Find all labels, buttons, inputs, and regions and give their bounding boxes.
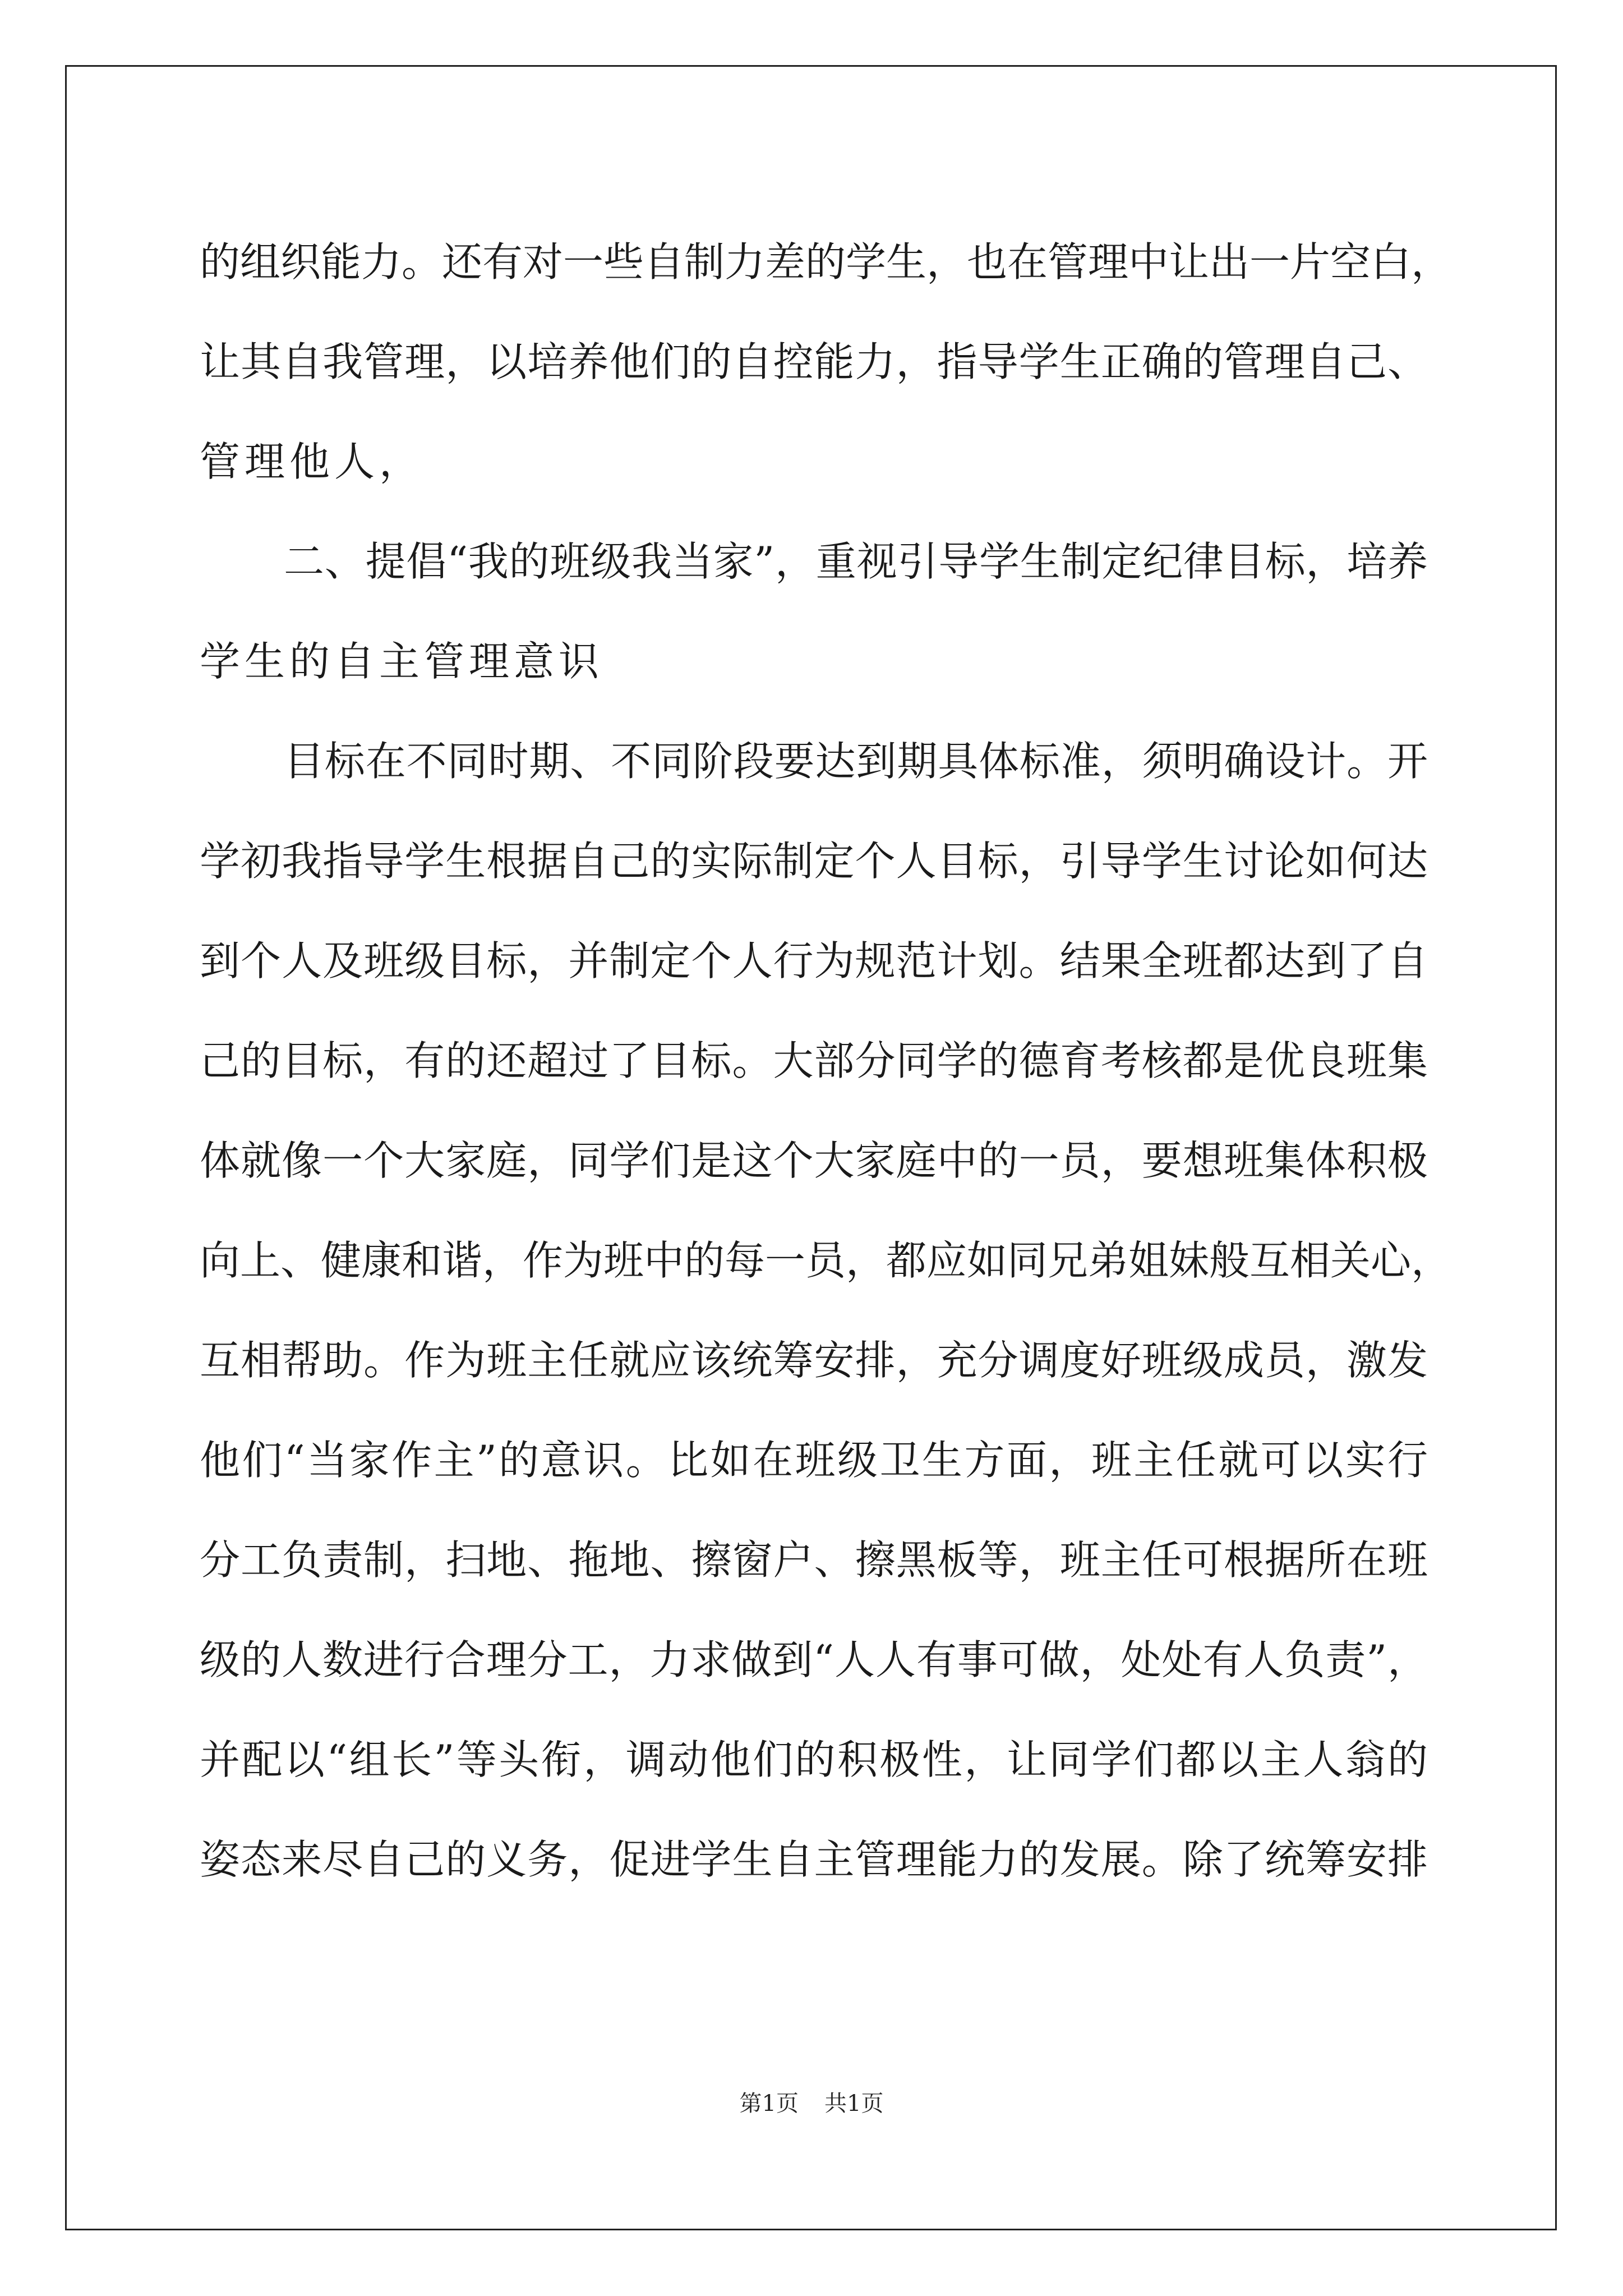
text-line: 的组织能力。还有对一些自制力差的学生，也在管理中让出一片空白， <box>200 238 1452 286</box>
page-number-total: 共1页 <box>824 2091 884 2116</box>
document-body <box>200 212 1452 1910</box>
text-line: 体就像一个大家庭，同学们是这个大家庭中的一员，要想班集体积极 <box>200 1137 1428 1184</box>
text-line: 姿态来尽自己的义务，促进学生自主管理能力的发展。除了统筹安排 <box>200 1836 1428 1883</box>
text-line: 让其自我管理，以培养他们的自控能力，指导学生正确的管理自己、 <box>200 338 1428 385</box>
page-footer <box>0 2087 1623 2120</box>
text-line: 目标在不同时期、不同阶段要达到期具体标准，须明确设计。开 <box>284 738 1428 785</box>
text-line: 并配以“组长”等头衔，调动他们的积极性，让同学们都以主人翁的 <box>200 1736 1428 1783</box>
text-line: 他们“当家作主”的意识。比如在班级卫生方面，班主任就可以实行 <box>200 1437 1428 1484</box>
text-line: 互相帮助。作为班主任就应该统筹安排，充分调度好班级成员，激发 <box>200 1337 1428 1384</box>
text-line: 分工负责制，扫地、拖地、擦窗户、擦黑板等，班主任可根据所在班 <box>200 1536 1428 1584</box>
text-line: 学生的自主管理意识 <box>200 638 604 685</box>
text-line: 到个人及班级目标，并制定个人行为规范计划。结果全班都达到了自 <box>200 937 1428 984</box>
text-line: 向上、健康和谐，作为班中的每一员，都应如同兄弟姐妹般互相关心， <box>200 1237 1452 1284</box>
text-line: 己的目标，有的还超过了目标。大部分同学的德育考核都是优良班集 <box>200 1037 1428 1084</box>
text-line: 管理他人， <box>200 438 425 485</box>
text-line: 学初我指导学生根据自己的实际制定个人目标，引导学生讨论如何达 <box>200 838 1428 885</box>
page-number-current: 第1页 <box>739 2091 799 2116</box>
text-line: 二、提倡“我的班级我当家”，重视引导学生制定纪律目标，培养 <box>284 538 1428 585</box>
text-line: 级的人数进行合理分工，力求做到“人人有事可做，处处有人负责”， <box>200 1636 1428 1683</box>
